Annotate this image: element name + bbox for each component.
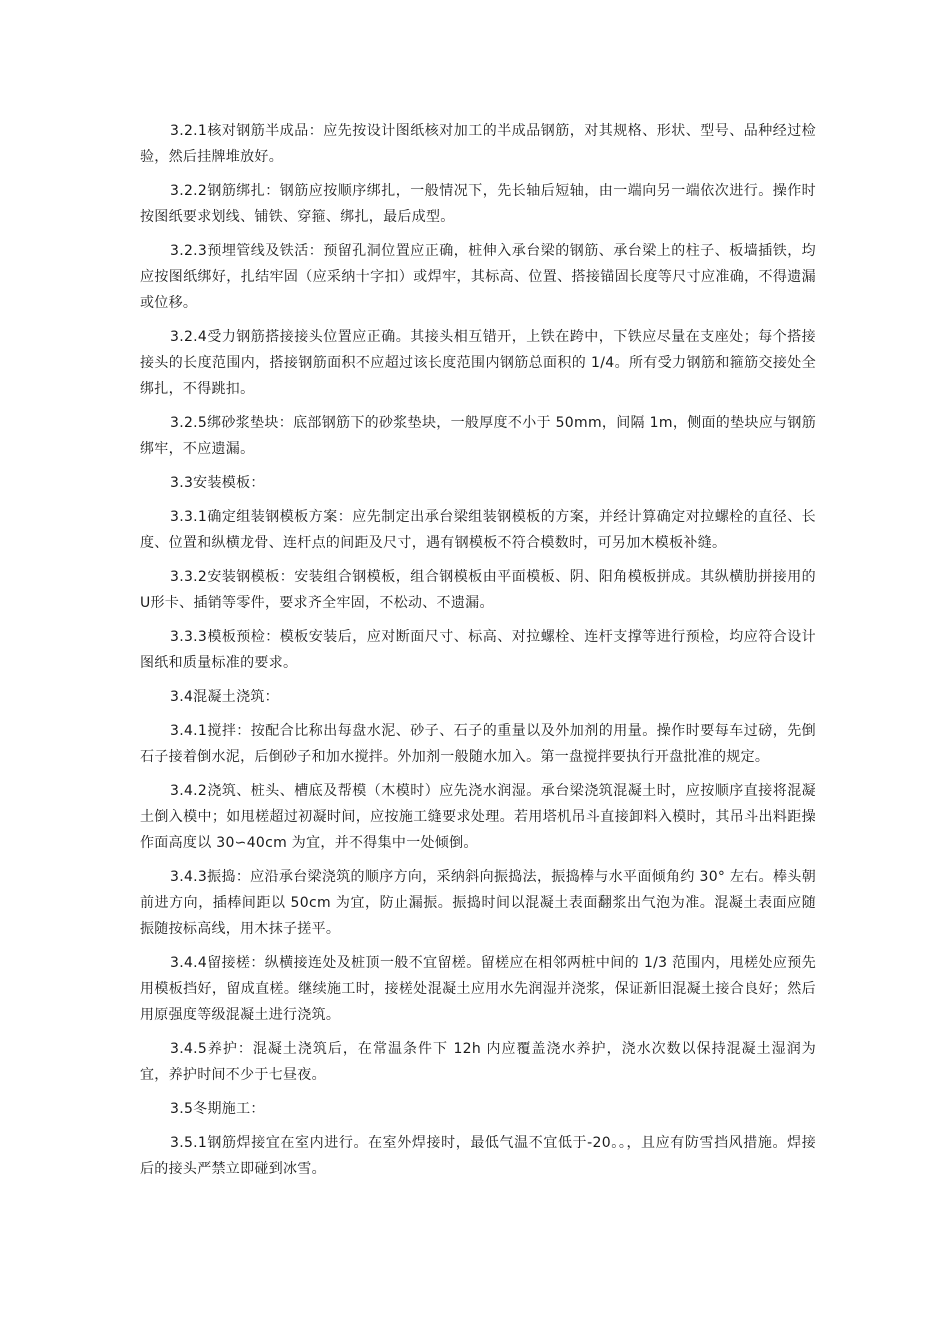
section-heading-3-3: 3.3安装模板： bbox=[170, 475, 265, 491]
paragraph-3-3-2: 3.3.2安装钢模板：安装组合钢模板，组合钢模板由平面模板、阴、阳角模板拼成。其纵横肋拼接用的U形卡、插销等零件，要求齐全牢固，不松动、不遗漏。 bbox=[140, 569, 816, 611]
paragraph-3-3-3: 3.3.3模板预检：模板安装后，应对断面尺寸、标高、对拉螺栓、连杆支撑等进行预检，均应符合设计图纸和质量标准的要求。 bbox=[140, 629, 816, 671]
paragraph-3-5-1: 3.5.1钢筋焊接宜在室内进行。在室外焊接时，最低气温不宜低于-20。。，且应有防雪挡风措施。焊接后的接头严禁立即碰到冰雪。 bbox=[140, 1135, 816, 1177]
paragraph-3-4-4: 3.4.4留接槎：纵横接连处及桩顶一般不宜留槎。留槎应在相邻两桩中间的 1/3 范围内，甩槎处应预先用模板挡好，留成直槎。继续施工时，接槎处混凝土应用水先润湿并浇浆，保证新旧混凝土接合良好；然后用原强度等级混凝土进行浇筑。 bbox=[140, 955, 816, 1023]
paragraph-3-4-1: 3.4.1搅拌：按配合比称出每盘水泥、砂子、石子的重量以及外加剂的用量。操作时要每车过磅，先倒石子接着倒水泥，后倒砂子和加水搅拌。外加剂一般随水加入。第一盘搅拌要执行开盘批准的规定。 bbox=[140, 723, 816, 765]
paragraph-3-2-1: 3.2.1核对钢筋半成品：应先按设计图纸核对加工的半成品钢筋，对其规格、形状、型号、品种经过检验，然后挂牌堆放好。 bbox=[140, 123, 816, 165]
paragraph-3-4-3: 3.4.3振捣：应沿承台梁浇筑的顺序方向，采纳斜向振捣法，振捣棒与水平面倾角约 30° 左右。棒头朝前进方向，插棒间距以 50cm 为宜，防止漏振。振捣时间以混凝土表面翻浆出气泡为准。混凝土表面应随振随按标高线，用木抹子搓平。 bbox=[140, 869, 816, 937]
paragraph-3-2-2: 3.2.2钢筋绑扎：钢筋应按顺序绑扎，一般情况下，先长轴后短轴，由一端向另一端依次进行。操作时按图纸要求划线、铺铁、穿箍、绑扎，最后成型。 bbox=[140, 183, 816, 225]
section-heading-3-5: 3.5冬期施工： bbox=[170, 1101, 265, 1117]
paragraph-3-4-5: 3.4.5养护：混凝土浇筑后，在常温条件下 12h 内应覆盖浇水养护，浇水次数以保持混凝土湿润为宜，养护时间不少于七昼夜。 bbox=[140, 1041, 816, 1083]
document-body bbox=[140, 118, 816, 1190]
section-heading-3-4: 3.4混凝土浇筑： bbox=[170, 689, 279, 705]
paragraph-3-2-5: 3.2.5绑砂浆垫块：底部钢筋下的砂浆垫块，一般厚度不小于 50mm，间隔 1m，侧面的垫块应与钢筋绑牢，不应遗漏。 bbox=[140, 415, 816, 457]
paragraph-3-2-4: 3.2.4受力钢筋搭接接头位置应正确。其接头相互错开，上铁在跨中，下铁应尽量在支座处；每个搭接接头的长度范围内，搭接钢筋面积不应超过该长度范围内钢筋总面积的 1/4。所有受力钢筋和箍筋交接处全绑扎，不得跳扣。 bbox=[140, 329, 816, 397]
paragraph-3-2-3: 3.2.3预埋管线及铁活：预留孔洞位置应正确，桩伸入承台梁的钢筋、承台梁上的柱子、板墙插铁，均应按图纸绑好，扎结牢固（应采纳十字扣）或焊牢，其标高、位置、搭接锚固长度等尺寸应准确，不得遗漏或位移。 bbox=[140, 243, 816, 311]
paragraph-3-3-1: 3.3.1确定组装钢模板方案：应先制定出承台梁组装钢模板的方案，并经计算确定对拉螺栓的直径、长度、位置和纵横龙骨、连杆点的间距及尺寸，遇有钢模板不符合模数时，可另加木模板补缝。 bbox=[140, 509, 816, 551]
paragraph-3-4-2: 3.4.2浇筑、桩头、槽底及帮模（木模时）应先浇水润湿。承台梁浇筑混凝土时，应按顺序直接将混凝土倒入模中；如甩槎超过初凝时间，应按施工缝要求处理。若用塔机吊斗直接卸料入模时，其吊斗出料距操作面高度以 30∽40cm 为宜，并不得集中一处倾倒。 bbox=[140, 783, 816, 851]
